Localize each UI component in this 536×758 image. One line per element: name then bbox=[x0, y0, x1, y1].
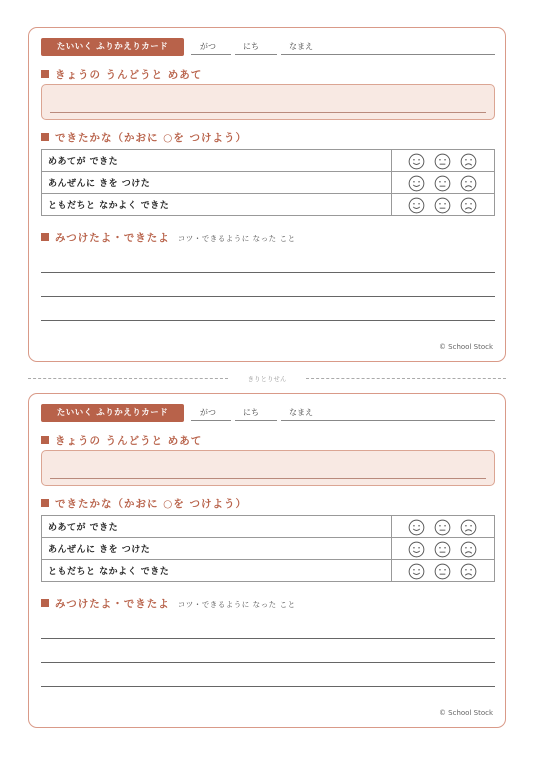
face-cell bbox=[391, 172, 494, 194]
eval-item: めあてが できた bbox=[42, 516, 392, 538]
table-row bbox=[42, 172, 495, 194]
day-field[interactable] bbox=[235, 420, 277, 421]
face-cell bbox=[391, 560, 494, 582]
smile-face-icon[interactable] bbox=[408, 563, 425, 580]
square-bullet-icon bbox=[41, 233, 49, 241]
eval-heading-text: できたかな（かおに ○を つけよう） bbox=[55, 132, 247, 144]
eval-table bbox=[41, 515, 495, 582]
name-field[interactable] bbox=[281, 54, 495, 55]
write-line[interactable] bbox=[41, 686, 495, 687]
write-line[interactable] bbox=[41, 272, 495, 273]
write-line[interactable] bbox=[41, 638, 495, 639]
face-cell bbox=[391, 538, 494, 560]
found-heading-text: みつけたよ・できたよ bbox=[55, 232, 170, 244]
name-field[interactable] bbox=[281, 420, 495, 421]
month-field[interactable] bbox=[191, 420, 231, 421]
write-line[interactable] bbox=[41, 320, 495, 321]
neutral-face-icon[interactable] bbox=[434, 541, 451, 558]
card-title-badge: たいいく ふりかえりカード bbox=[41, 38, 184, 56]
found-heading-text: みつけたよ・できたよ bbox=[55, 598, 170, 610]
reflection-card-1 bbox=[28, 27, 506, 362]
day-label: にち bbox=[243, 408, 259, 417]
neutral-face-icon[interactable] bbox=[434, 175, 451, 192]
found-note: コツ・できるように なった こと bbox=[177, 600, 296, 609]
square-bullet-icon bbox=[41, 436, 49, 444]
name-label: なまえ bbox=[289, 42, 313, 51]
card-header bbox=[41, 404, 495, 422]
face-cell bbox=[391, 150, 494, 172]
sad-face-icon[interactable] bbox=[460, 197, 477, 214]
month-label: がつ bbox=[200, 408, 216, 417]
sad-face-icon[interactable] bbox=[460, 541, 477, 558]
eval-item: めあてが できた bbox=[42, 150, 392, 172]
eval-item: ともだちと なかよく できた bbox=[42, 560, 392, 582]
neutral-face-icon[interactable] bbox=[434, 153, 451, 170]
neutral-face-icon[interactable] bbox=[434, 519, 451, 536]
goal-heading bbox=[41, 433, 202, 448]
goal-heading-text: きょうの うんどうと めあて bbox=[55, 69, 203, 81]
copyright: © School Stock bbox=[438, 343, 493, 351]
copyright: © School Stock bbox=[438, 709, 493, 717]
eval-heading bbox=[41, 130, 247, 145]
sad-face-icon[interactable] bbox=[460, 519, 477, 536]
smile-face-icon[interactable] bbox=[408, 541, 425, 558]
smile-face-icon[interactable] bbox=[408, 197, 425, 214]
goal-box[interactable] bbox=[41, 450, 495, 486]
neutral-face-icon[interactable] bbox=[434, 197, 451, 214]
write-line[interactable] bbox=[41, 662, 495, 663]
table-row bbox=[42, 538, 495, 560]
month-label: がつ bbox=[200, 42, 216, 51]
found-note: コツ・できるように なった こと bbox=[177, 234, 296, 243]
found-heading bbox=[41, 230, 296, 245]
cut-dash-right bbox=[306, 378, 506, 379]
card-header bbox=[41, 38, 495, 56]
eval-item: ともだちと なかよく できた bbox=[42, 194, 392, 216]
goal-write-line bbox=[50, 478, 486, 479]
eval-item: あんぜんに きを つけた bbox=[42, 538, 392, 560]
table-row bbox=[42, 560, 495, 582]
neutral-face-icon[interactable] bbox=[434, 563, 451, 580]
write-line[interactable] bbox=[41, 296, 495, 297]
table-row bbox=[42, 194, 495, 216]
face-cell bbox=[391, 516, 494, 538]
day-label: にち bbox=[243, 42, 259, 51]
eval-heading-text: できたかな（かおに ○を つけよう） bbox=[55, 498, 247, 510]
name-label: なまえ bbox=[289, 408, 313, 417]
sad-face-icon[interactable] bbox=[460, 175, 477, 192]
cut-line bbox=[28, 374, 506, 384]
smile-face-icon[interactable] bbox=[408, 519, 425, 536]
goal-heading-text: きょうの うんどうと めあて bbox=[55, 435, 203, 447]
smile-face-icon[interactable] bbox=[408, 153, 425, 170]
goal-box[interactable] bbox=[41, 84, 495, 120]
sad-face-icon[interactable] bbox=[460, 563, 477, 580]
table-row bbox=[42, 516, 495, 538]
day-field[interactable] bbox=[235, 54, 277, 55]
square-bullet-icon bbox=[41, 499, 49, 507]
card-title-badge: たいいく ふりかえりカード bbox=[41, 404, 184, 422]
square-bullet-icon bbox=[41, 599, 49, 607]
sad-face-icon[interactable] bbox=[460, 153, 477, 170]
smile-face-icon[interactable] bbox=[408, 175, 425, 192]
face-cell bbox=[391, 194, 494, 216]
goal-write-line bbox=[50, 112, 486, 113]
goal-heading bbox=[41, 67, 202, 82]
eval-table bbox=[41, 149, 495, 216]
square-bullet-icon bbox=[41, 70, 49, 78]
eval-heading bbox=[41, 496, 247, 511]
found-heading bbox=[41, 596, 296, 611]
eval-item: あんぜんに きを つけた bbox=[42, 172, 392, 194]
square-bullet-icon bbox=[41, 133, 49, 141]
reflection-card-2 bbox=[28, 393, 506, 728]
cut-label: きりとりせん bbox=[247, 375, 287, 383]
month-field[interactable] bbox=[191, 54, 231, 55]
table-row bbox=[42, 150, 495, 172]
